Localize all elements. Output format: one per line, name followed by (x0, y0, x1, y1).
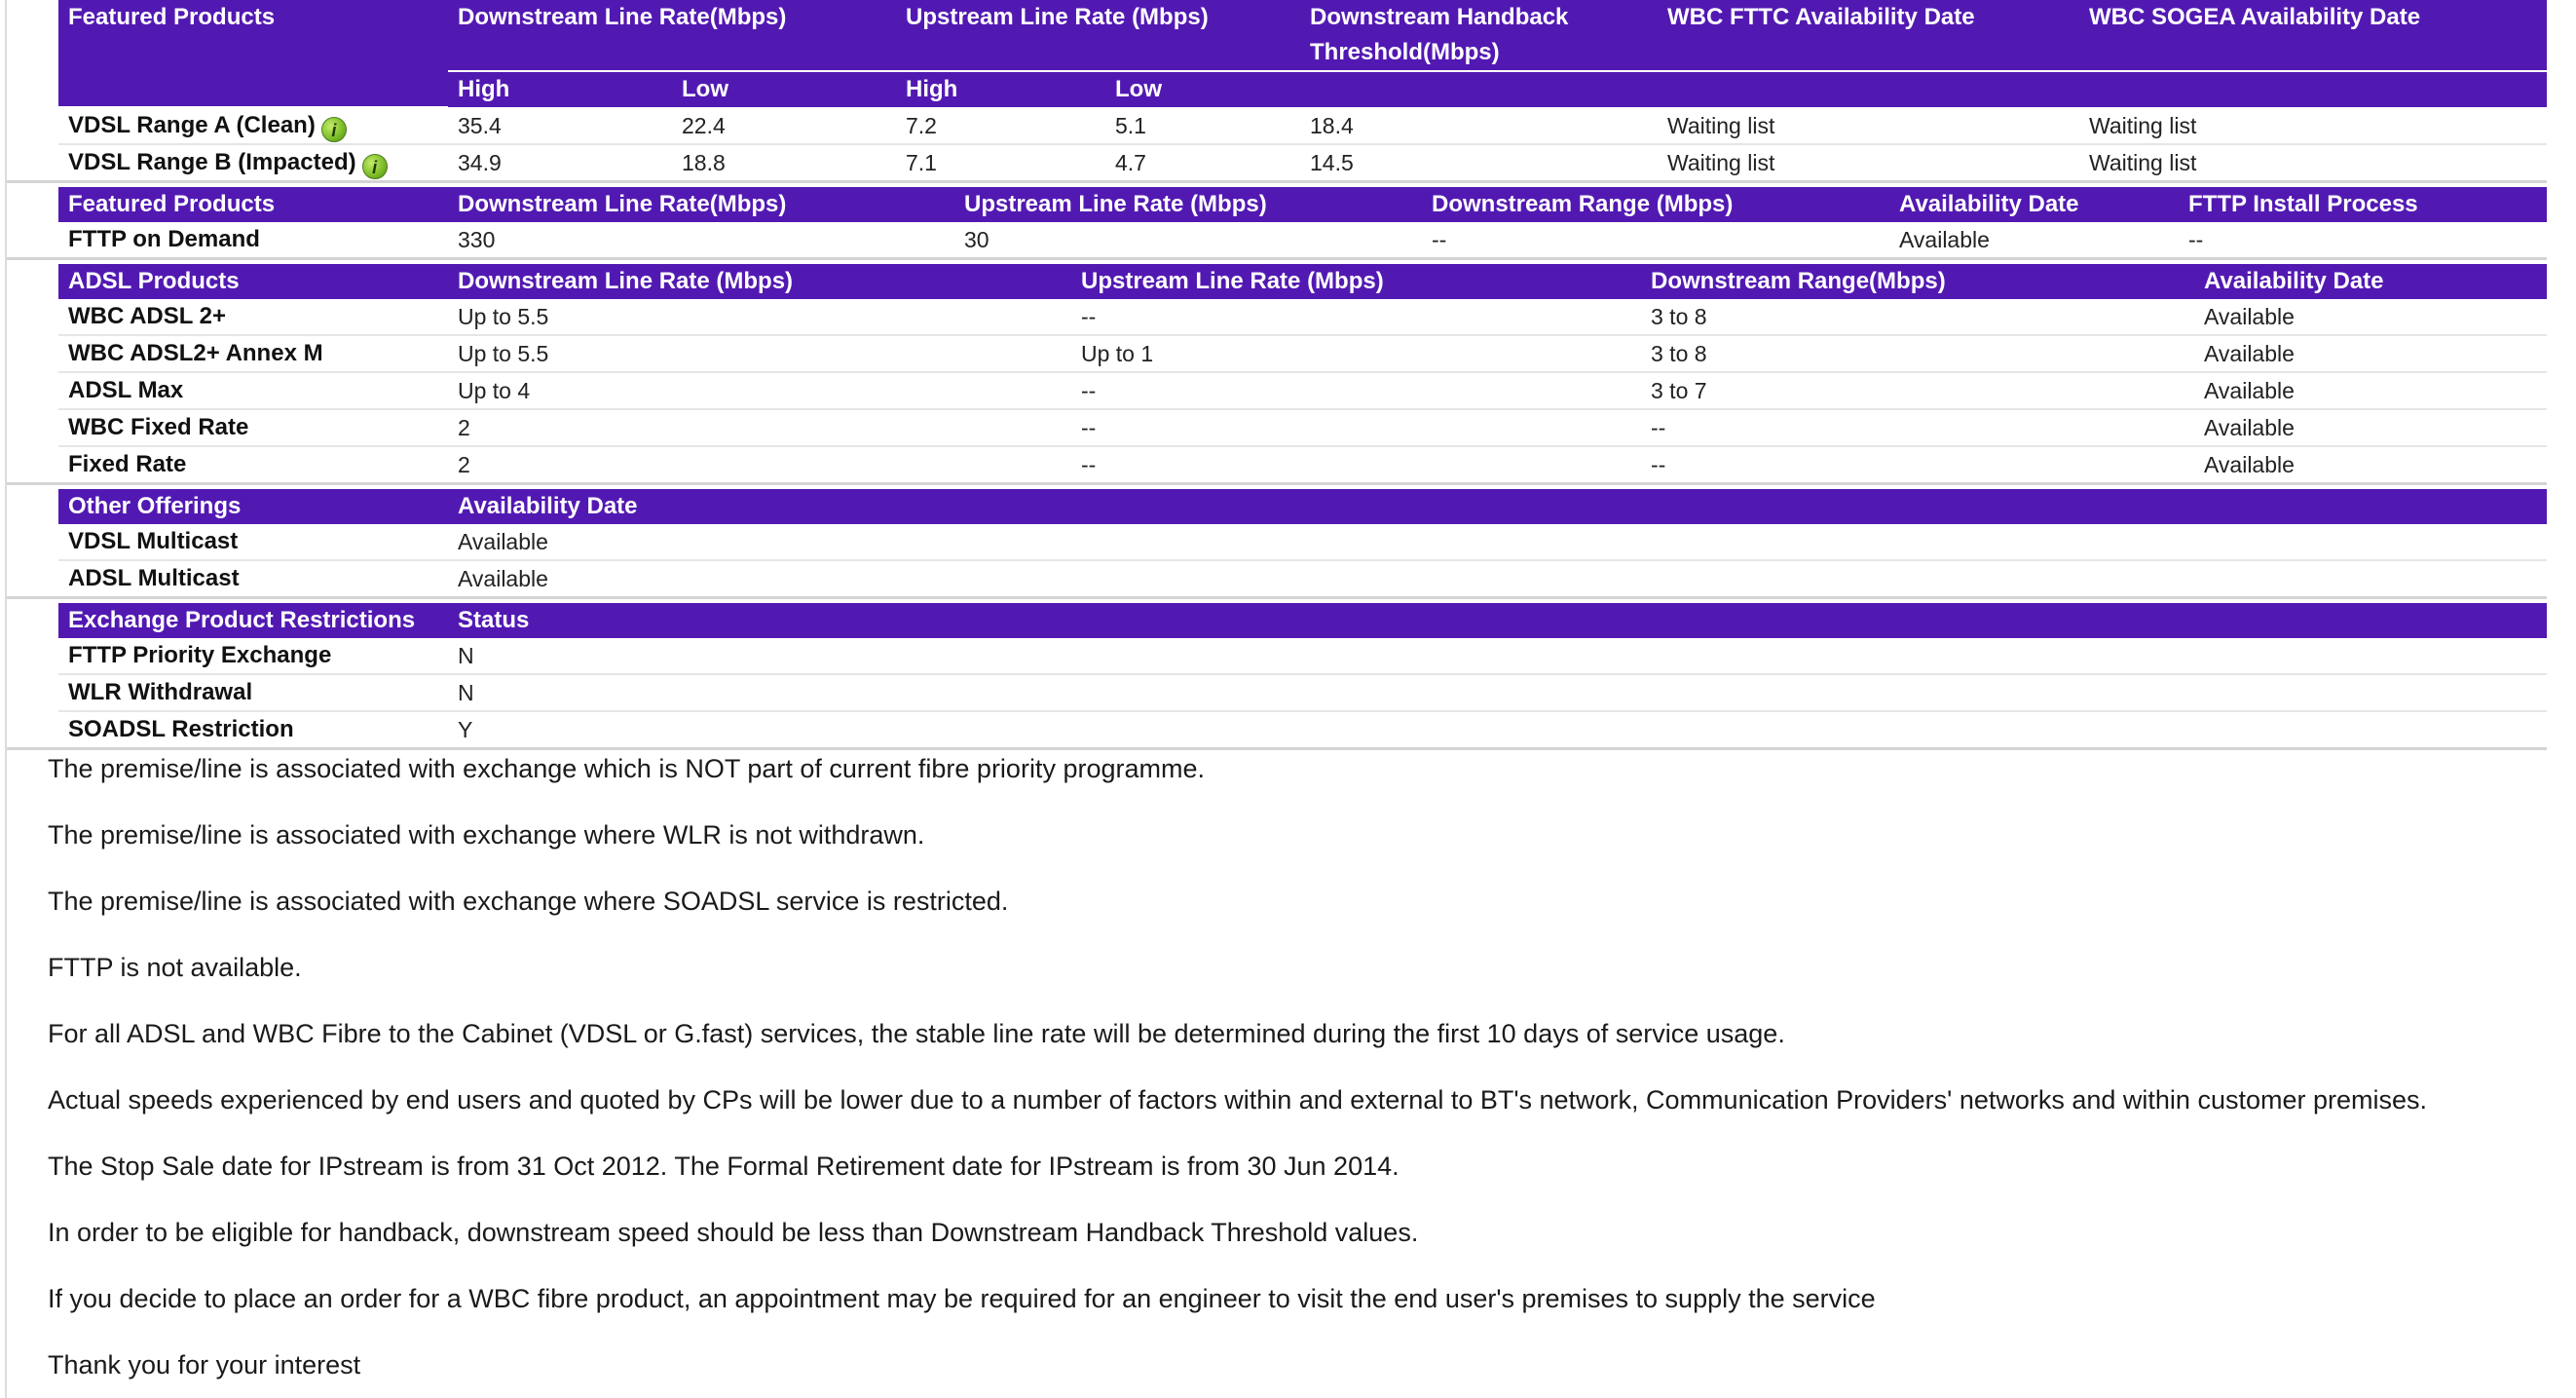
vdsl-header-fttc: WBC FTTC Availability Date (1658, 0, 2079, 71)
info-icon[interactable]: i (362, 154, 388, 179)
downstream-low-cell: 18.8 (682, 150, 726, 175)
note-handback: In order to be eligible for handback, downstream speed should be less than Downstream Handback Threshold values. (48, 1218, 1419, 1247)
table-row (58, 674, 2547, 711)
availability-cell: Available (2204, 452, 2295, 477)
table-row (58, 144, 2547, 180)
restrictions-header-status: Status (448, 603, 2547, 638)
availability-checker-page (5, 0, 2576, 1398)
adsl-header-range: Downstream Range(Mbps) (1641, 264, 2194, 299)
product-name-cell (58, 144, 448, 180)
table-row (58, 107, 2547, 144)
range-cell: -- (1641, 409, 2194, 446)
availability-cell: Available (1899, 227, 1990, 252)
other-header-product: Other Offerings (58, 489, 448, 524)
note-actual-speeds: Actual speeds experienced by end users and quoted by CPs will be lower due to a number of factors within and external to BT's network, Communication Providers' networks and within customer premises. (48, 1085, 2428, 1115)
fttp-header-availability: Availability Date (1889, 187, 2179, 222)
vdsl-header-sogea: WBC SOGEA Availability Date (2079, 0, 2547, 71)
fttp-table (58, 187, 2547, 257)
table-row (58, 524, 2547, 560)
vdsl-header-up-high: High (896, 71, 1105, 107)
note-stable-line-rate: For all ADSL and WBC Fibre to the Cabinet (VDSL or G.fast) services, the stable line rate will be determined during the first 10 days of service usage. (48, 1019, 1785, 1048)
note-wlr: The premise/line is associated with exchange where WLR is not withdrawn. (48, 820, 925, 850)
status-cell: Y (458, 717, 473, 742)
adsl-header-downstream: Downstream Line Rate (Mbps) (448, 264, 1071, 299)
table-row (58, 446, 2547, 482)
notes-section (48, 752, 2570, 1381)
downstream-cell: 2 (448, 409, 1071, 446)
handback-cell: 18.4 (1300, 107, 1658, 144)
fttp-header-range: Downstream Range (Mbps) (1422, 187, 1889, 222)
exchange-restrictions-table (58, 603, 2547, 747)
upstream-cell: -- (1071, 409, 1641, 446)
handback-cell: 14.5 (1310, 150, 1354, 175)
note-ipstream: The Stop Sale date for IPstream is from 31 Oct 2012. The Formal Retirement date for IPstream is from 30 Jun 2014. (48, 1152, 1400, 1181)
fttp-header-downstream: Downstream Line Rate(Mbps) (448, 187, 954, 222)
install-cell: -- (2188, 227, 2204, 252)
upstream-low-cell: 5.1 (1105, 107, 1300, 144)
downstream-cell: Up to 5.5 (448, 299, 1071, 335)
availability-cell: Available (2194, 409, 2547, 446)
fttp-section (58, 187, 2547, 260)
table-row (58, 335, 2547, 372)
vdsl-header-product: Featured Products (58, 0, 448, 107)
range-cell: 3 to 8 (1641, 335, 2194, 372)
product-name-cell: FTTP on Demand (68, 226, 260, 252)
product-name-cell: WBC ADSL 2+ (58, 299, 448, 335)
table-row (58, 638, 2547, 674)
vdsl-section (58, 0, 2547, 183)
upstream-low-cell: 4.7 (1115, 150, 1146, 175)
table-row (58, 711, 2547, 747)
vdsl-header-downstream: Downstream Line Rate(Mbps) (448, 0, 896, 71)
downstream-high-cell: 34.9 (458, 150, 502, 175)
vdsl-header-upstream: Upstream Line Rate (Mbps) (896, 0, 1300, 71)
downstream-cell: Up to 5.5 (448, 335, 1071, 372)
upstream-cell: Up to 1 (1071, 335, 1641, 372)
availability-cell: Available (2194, 335, 2547, 372)
vdsl-header-blank (1300, 71, 1658, 107)
upstream-cell: -- (1071, 299, 1641, 335)
product-name-cell: VDSL Multicast (58, 524, 448, 560)
adsl-header-upstream: Upstream Line Rate (Mbps) (1071, 264, 1641, 299)
restriction-name-cell: FTTP Priority Exchange (58, 638, 448, 674)
upstream-cell: 30 (964, 227, 989, 252)
table-row (58, 409, 2547, 446)
adsl-table (58, 264, 2547, 482)
availability-cell: Available (2194, 299, 2547, 335)
table-row (58, 372, 2547, 409)
other-header-availability: Availability Date (448, 489, 2547, 524)
range-cell: 3 to 8 (1641, 299, 2194, 335)
product-name-cell: WBC ADSL2+ Annex M (58, 335, 448, 372)
upstream-cell: -- (1071, 372, 1641, 409)
downstream-cell: Up to 4 (448, 372, 1071, 409)
info-icon[interactable]: i (321, 117, 347, 142)
adsl-header-product: ADSL Products (58, 264, 448, 299)
availability-cell: Available (458, 566, 548, 591)
adsl-header-availability: Availability Date (2194, 264, 2547, 299)
product-name-cell: ADSL Multicast (68, 565, 240, 591)
range-cell: 3 to 7 (1641, 372, 2194, 409)
table-row (58, 299, 2547, 335)
downstream-cell: 330 (458, 227, 496, 252)
note-soadsl: The premise/line is associated with exchange where SOADSL service is restricted. (48, 887, 1009, 916)
vdsl-header-handback: Downstream Handback Threshold(Mbps) (1300, 0, 1658, 71)
other-offerings-section (58, 489, 2547, 599)
availability-cell: Available (448, 524, 2547, 560)
vdsl-header-up-low: Low (1105, 71, 1300, 107)
range-cell: -- (1432, 227, 1447, 252)
product-name-cell: WBC Fixed Rate (58, 409, 448, 446)
downstream-low-cell: 22.4 (672, 107, 896, 144)
exchange-restrictions-section (58, 603, 2547, 750)
other-offerings-table (58, 489, 2547, 596)
product-name: VDSL Range A (Clean) (68, 112, 316, 138)
range-cell: -- (1651, 452, 1666, 477)
status-cell: N (448, 638, 2547, 674)
fttp-header-install: FTTP Install Process (2179, 187, 2547, 222)
fttc-date-cell: Waiting list (1667, 150, 1775, 175)
vdsl-header-down-high: High (448, 71, 672, 107)
product-name-cell: Fixed Rate (68, 451, 187, 477)
vdsl-header-down-low: Low (672, 71, 896, 107)
note-fttp: FTTP is not available. (48, 953, 302, 982)
restriction-name-cell: WLR Withdrawal (58, 674, 448, 711)
downstream-cell: 2 (458, 452, 470, 477)
fttp-header-upstream: Upstream Line Rate (Mbps) (954, 187, 1422, 222)
note-appointment: If you decide to place an order for a WBC fibre product, an appointment may be required for an engineer to visit the end user's premises to supply the service (48, 1284, 1876, 1313)
downstream-high-cell: 35.4 (448, 107, 672, 144)
sogea-date-cell: Waiting list (2079, 107, 2547, 144)
fttp-header-product: Featured Products (58, 187, 448, 222)
note-thank-you: Thank you for your interest (48, 1350, 361, 1379)
status-cell: N (448, 674, 2547, 711)
upstream-high-cell: 7.1 (906, 150, 937, 175)
vdsl-header-blank (1658, 71, 2079, 107)
availability-cell: Available (2194, 372, 2547, 409)
upstream-high-cell: 7.2 (896, 107, 1105, 144)
adsl-section (58, 264, 2547, 485)
vdsl-header-blank (2079, 71, 2547, 107)
sogea-date-cell: Waiting list (2089, 150, 2197, 175)
vdsl-table (58, 0, 2547, 180)
product-name-cell: ADSL Max (58, 372, 448, 409)
note-fibre-priority: The premise/line is associated with exchange which is NOT part of current fibre priority programme. (48, 754, 1205, 783)
product-name: VDSL Range B (Impacted) (68, 149, 356, 175)
upstream-cell: -- (1081, 452, 1097, 477)
fttc-date-cell: Waiting list (1658, 107, 2079, 144)
product-name-cell (58, 107, 448, 144)
table-row (58, 222, 2547, 257)
table-row (58, 560, 2547, 596)
restriction-name-cell: SOADSL Restriction (68, 716, 294, 742)
restrictions-header-product: Exchange Product Restrictions (58, 603, 448, 638)
